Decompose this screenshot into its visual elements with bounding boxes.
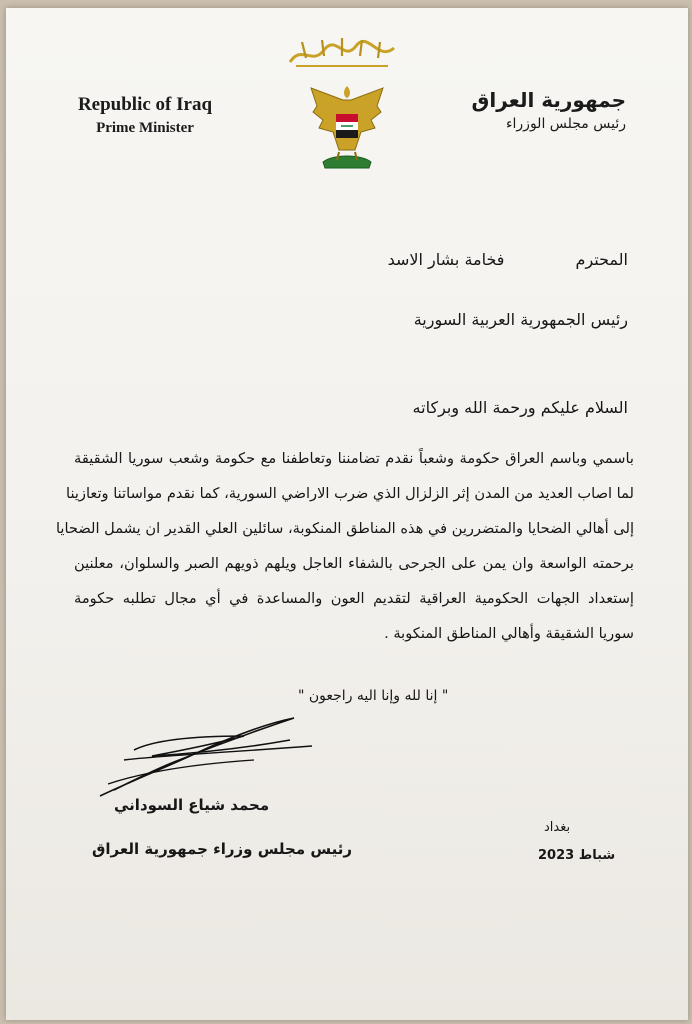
- iraq-eagle-emblem-icon: [309, 80, 385, 176]
- republic-of-iraq-arabic-label: جمهورية العراق: [471, 88, 626, 112]
- prime-minister-label: Prime Minister: [96, 120, 194, 136]
- letter-page: [6, 8, 688, 1020]
- body-line: إستعداد الجهات الحكومية العراقية لتقديم العون والمساعدة في أي مجال تطلبه حكومة: [74, 590, 634, 607]
- body-line: لما اصاب العديد من المدن إثر الزلزال الذي ضرب الاراضي السورية، كما نقدم مواساتنا وتعازينا: [66, 485, 634, 502]
- prime-minister-arabic-label: رئيس مجلس الوزراء: [505, 116, 626, 132]
- letter-date: شباط 2023: [538, 848, 616, 863]
- signatory-name: محمد شياع السوداني: [114, 796, 270, 814]
- recipient-title: رئيس الجمهورية العربية السورية: [413, 310, 628, 329]
- recipient-name: فخامة بشار الاسد: [387, 250, 505, 269]
- letterhead-arabic: [406, 88, 626, 132]
- republic-of-iraq-label: Republic of Iraq: [77, 94, 213, 115]
- body-line: إلى أهالي الضحايا والمتضررين في هذه المناطق المنكوبة، سائلين العلي القدير ان يشمل الضحايا: [55, 520, 634, 537]
- body-line: برحمته الواسعة وان يمن على الجرحى بالشفاء العاجل ويلهم ذويهم الصبر والسلوان، معلنين: [74, 555, 634, 572]
- recipient-honorific: المحترم: [575, 250, 628, 269]
- signatory-title: رئيس مجلس وزراء جمهورية العراق: [92, 840, 352, 858]
- basmala-calligraphy: [282, 32, 402, 74]
- body-line: باسمي وباسم العراق حكومة وشعباً نقدم تضامننا وتعاطفنا مع حكومة وشعب سوريا الشقيقة: [74, 450, 634, 467]
- letter-place: بغداد: [544, 820, 571, 835]
- greeting: السلام عليكم ورحمة الله وبركاته: [412, 398, 628, 417]
- body-line: سوريا الشقيقة وأهالي المناطق المنكوبة .: [384, 625, 634, 642]
- recipient-line: [388, 250, 628, 269]
- closing-quote: " إنا لله وإنا اليه راجعون ": [298, 688, 449, 704]
- letterhead-english: [42, 94, 248, 137]
- letter-body: [55, 449, 634, 659]
- handwritten-signature: [94, 710, 334, 806]
